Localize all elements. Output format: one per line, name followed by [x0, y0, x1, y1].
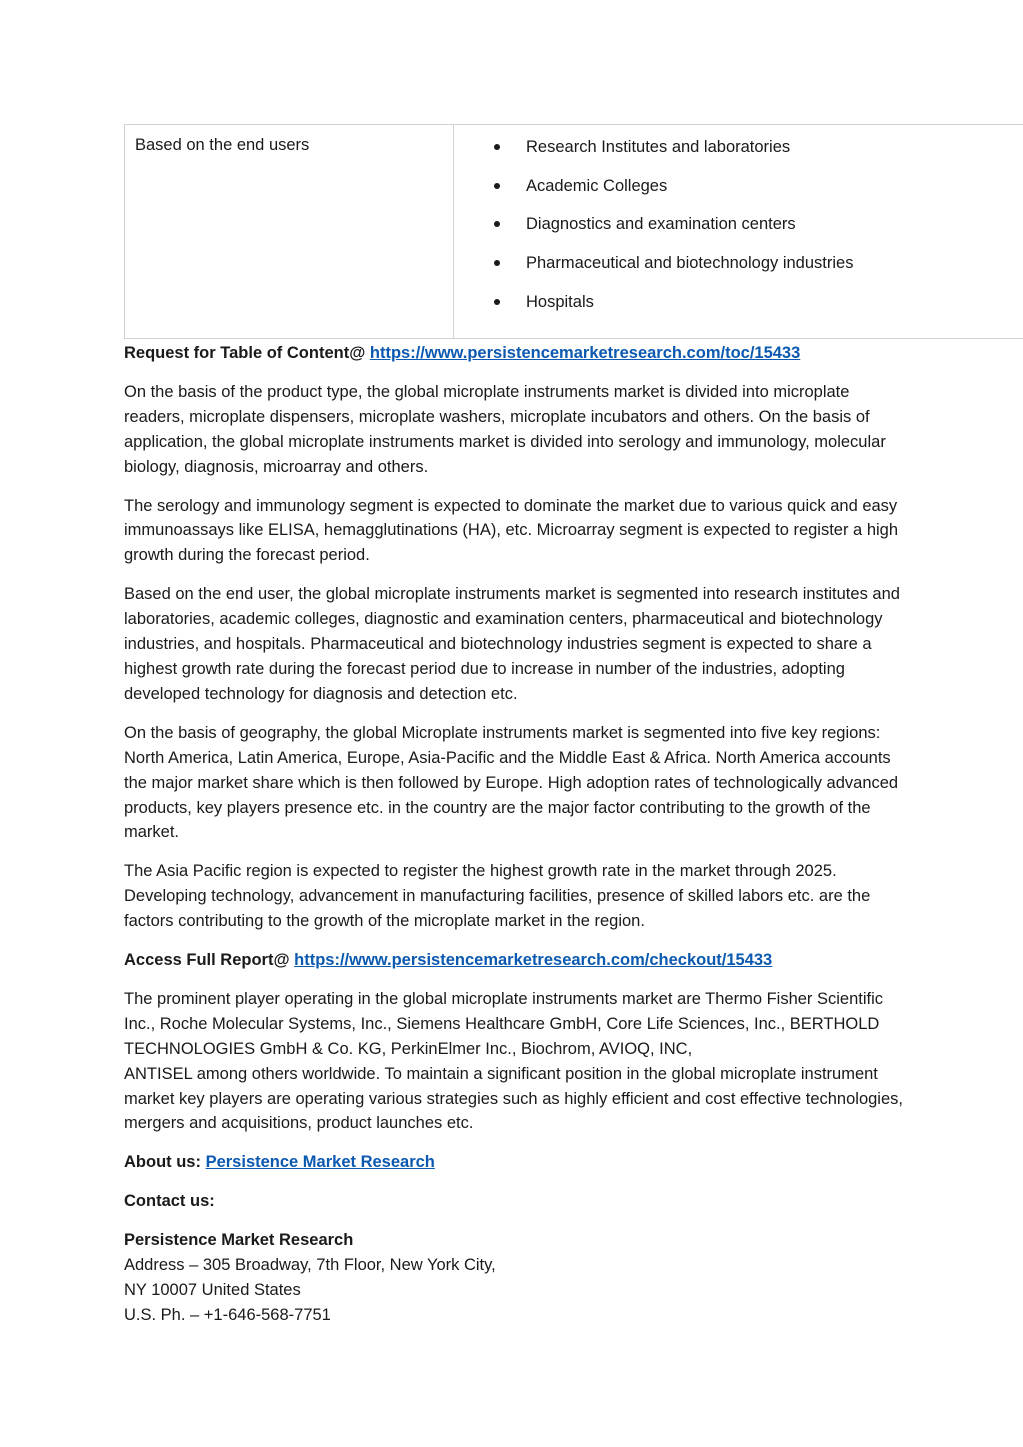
full-report-label: Access Full Report@ [124, 951, 295, 970]
list-item [454, 252, 1023, 291]
segment-list [454, 136, 1023, 329]
contact-address-line1: Address – 305 Broadway, 7th Floor, New York City, [124, 1256, 496, 1275]
list-item-text: Research Institutes and laboratories [526, 138, 791, 156]
about-us-line [124, 1150, 904, 1175]
contact-address-line2: NY 10007 United States [124, 1281, 301, 1299]
toc-request-link[interactable]: https://www.persistencemarketresearch.com/toc/15433 [369, 344, 801, 362]
bullet-icon [494, 260, 500, 266]
list-item [454, 175, 1023, 214]
toc-request-line [124, 341, 904, 366]
toc-request-label: Request for Table of Content@ [124, 344, 370, 362]
key-players-text-2: ANTISEL among others worldwide. To maintain a significant position in the global microplate instrument market key players are operating various strategies such as highly efficient and cost effective technologies, mergers and acquisitions, product launches etc. [124, 1064, 903, 1133]
bullet-icon [494, 221, 500, 227]
contact-company: Persistence Market Research [124, 1231, 354, 1250]
bullet-icon [494, 183, 500, 189]
list-item [454, 291, 1023, 330]
about-us-label: About us: [124, 1153, 206, 1172]
paragraph-serology-segment: The serology and immunology segment is expected to dominate the market due to various quick and easy immunoassays like ELISA, hemagglutinations (HA), etc. Microarray segment is expected to register a high growth during the forecast period. [124, 496, 899, 565]
contact-phone: U.S. Ph. – +1-646-568-7751 [124, 1305, 331, 1324]
paragraph-asia-pacific: The Asia Pacific region is expected to register the highest growth rate in the market through 2025. Developing technology, advancement in manufacturing facilities, presence of skilled labors etc. are the factors contributing to the growth of the microplate market in the region. [124, 862, 871, 931]
bullet-icon [494, 299, 500, 305]
about-us-link[interactable]: Persistence Market Research [205, 1153, 435, 1172]
list-item-text: Academic Colleges [526, 176, 668, 195]
full-report-link[interactable]: https://www.persistencemarketresearch.com/checkout/15433 [294, 951, 773, 970]
paragraph-end-user: Based on the end user, the global microplate instruments market is segmented into research institutes and laboratories, academic colleges, diagnostic and examination centers, pharmaceutical and biotechnology industries, and hospitals. Pharmaceutical and biotechnology industries segment is expected to share a highest growth rate during the forecast period due to increase in number of the industries, adopting developed technology for diagnosis and detection etc. [124, 585, 900, 703]
contact-block [124, 1228, 904, 1328]
bullet-icon [494, 144, 500, 150]
end-user-segment-table [124, 124, 1023, 339]
list-item [454, 213, 1023, 252]
list-item [454, 136, 1023, 175]
segment-label-cell: Based on the end users [125, 125, 454, 338]
full-report-line [124, 948, 904, 973]
paragraph-geography: On the basis of geography, the global Microplate instruments market is segmented into five key regions: North America, Latin America, Europe, Asia-Pacific and the Middle East & Africa. North America accounts the major market share which is then followed by Europe. High adoption rates of technologically advanced products, key players presence etc. in the country are the major factor contributing to the growth of the market. [124, 723, 899, 842]
segment-list-cell [454, 125, 1023, 338]
document-body [124, 341, 904, 1342]
list-item-text: Pharmaceutical and biotechnology industries [526, 254, 854, 273]
list-item-text: Hospitals [526, 292, 594, 311]
paragraph-product-type: On the basis of the product type, the global microplate instruments market is divided into microplate readers, microplate dispensers, microplate washers, microplate incubators and others. On the basis of application, the global microplate instruments market is divided into serology and immunology, molecular biology, diagnosis, microarray and others. [124, 382, 886, 476]
list-item-text: Diagnostics and examination centers [526, 215, 796, 234]
key-players-text-1: The prominent player operating in the global microplate instruments market are Thermo Fisher Scientific Inc., Roche Molecular Systems, Inc., Siemens Healthcare GmbH, Core Life Sciences, Inc., BERTHOLD TECHNOLOGIES GmbH & Co. KG, PerkinElmer Inc., Biochrom, AVIOQ, INC, [124, 989, 884, 1058]
contact-heading: Contact us: [124, 1192, 215, 1211]
paragraph-key-players [124, 987, 904, 1136]
